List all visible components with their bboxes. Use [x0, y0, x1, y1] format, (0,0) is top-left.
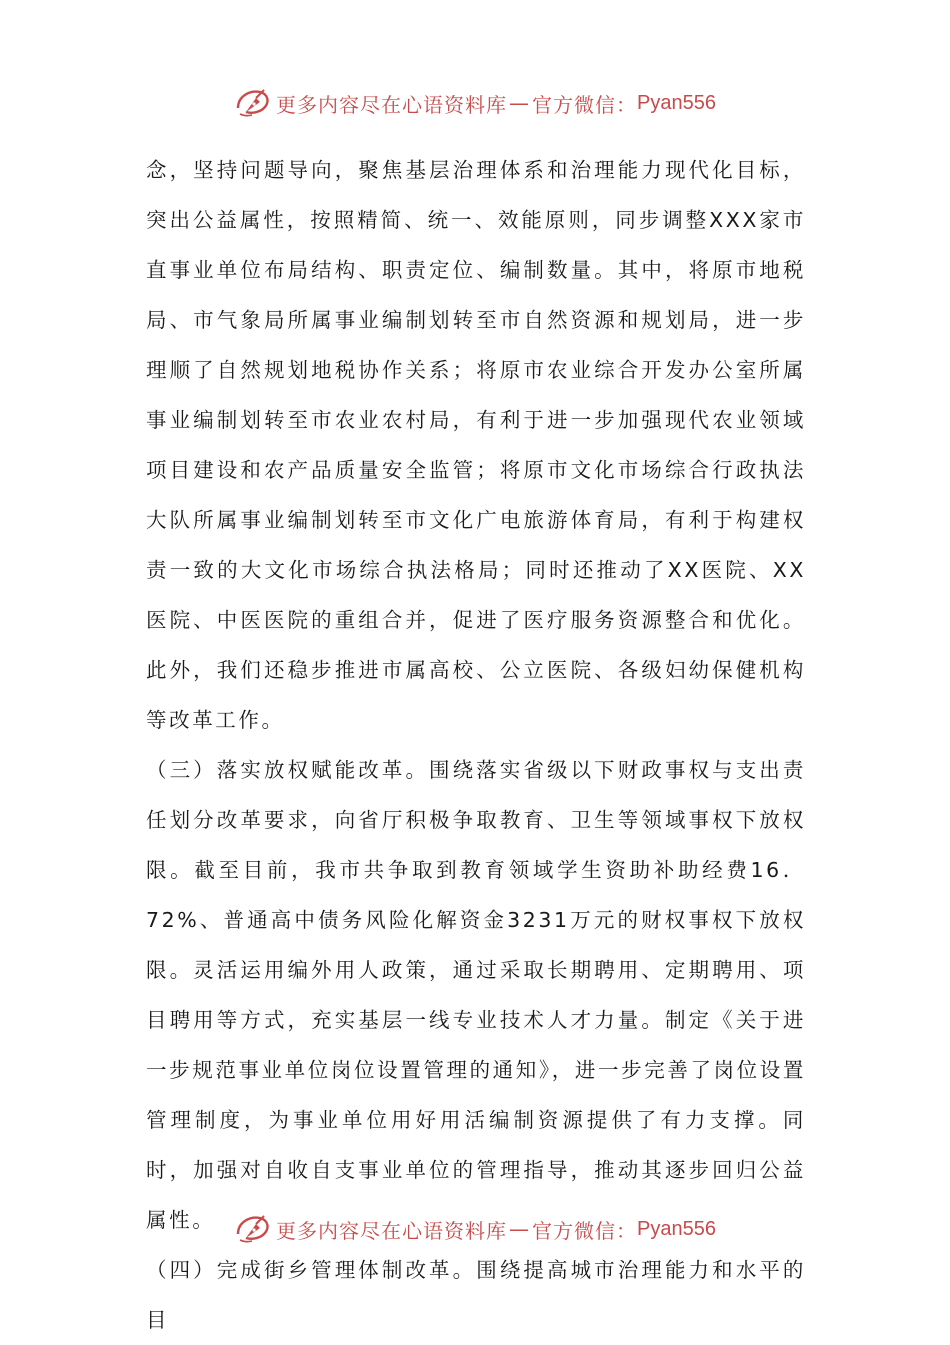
paragraph-2: （三）落实放权赋能改革。围绕落实省级以下财政事权与支出责任划分改革要求，向省厅积极争取教育、卫生等领域事权下放权限。截至目前，我市共争取到教育领域学生资助补助经费16．72%、普通高中债务风险化解资金3231万元的财权事权下放权限。灵活运用编外用人政策，通过采取长期聘用、定期聘用、项目聘用等方式，充实基层一线专业技术人才力量。制定《关于进一步规范事业单位岗位设置管理的通知》，进一步完善了岗位设置管理制度，为事业单位用好用活编制资源提供了有力支撑。同时，加强对自收自支事业单位的管理指导，推动其逐步回归公益属性。	[146, 758, 806, 1232]
header-banner	[0, 86, 950, 120]
banner-wechat-label: 官方微信：	[532, 92, 638, 117]
banner-text: 更多内容尽在心语资料库	[276, 1218, 508, 1243]
banner-wechat-label: 官方微信：	[532, 1218, 638, 1243]
banner-wechat-id: Pyan556	[637, 91, 716, 114]
paragraph-3: （四）完成街乡管理体制改革。围绕提高城市治理能力和水平的目	[146, 1258, 806, 1332]
banner-separator: —	[509, 1217, 531, 1241]
pen-nib-logo-icon	[234, 1212, 272, 1246]
banner-separator: —	[509, 91, 531, 115]
footer-banner	[0, 1212, 950, 1246]
document-body	[146, 145, 806, 1345]
paragraph-1: 念，坚持问题导向，聚焦基层治理体系和治理能力现代化目标，突出公益属性，按照精简、统一、效能原则，同步调整XXX家市直事业单位布局结构、职责定位、编制数量。其中，将原市地税局、市气象局所属事业编制划转至市自然资源和规划局，进一步理顺了自然规划地税协作关系；将原市农业综合开发办公室所属事业编制划转至市农业农村局，有利于进一步加强现代农业领域项目建设和农产品质量安全监管；将原市文化市场综合行政执法大队所属事业编制划转至市文化广电旅游体育局，有利于构建权责一致的大文化市场综合执法格局；同时还推动了XX医院、XX医院、中医医院的重组合并，促进了医疗服务资源整合和优化。此外，我们还稳步推进市属高校、公立医院、各级妇幼保健机构等改革工作。	[146, 158, 806, 732]
banner-wechat-id: Pyan556	[637, 1217, 716, 1240]
pen-nib-logo-icon	[234, 86, 272, 120]
banner-text: 更多内容尽在心语资料库	[276, 92, 508, 117]
